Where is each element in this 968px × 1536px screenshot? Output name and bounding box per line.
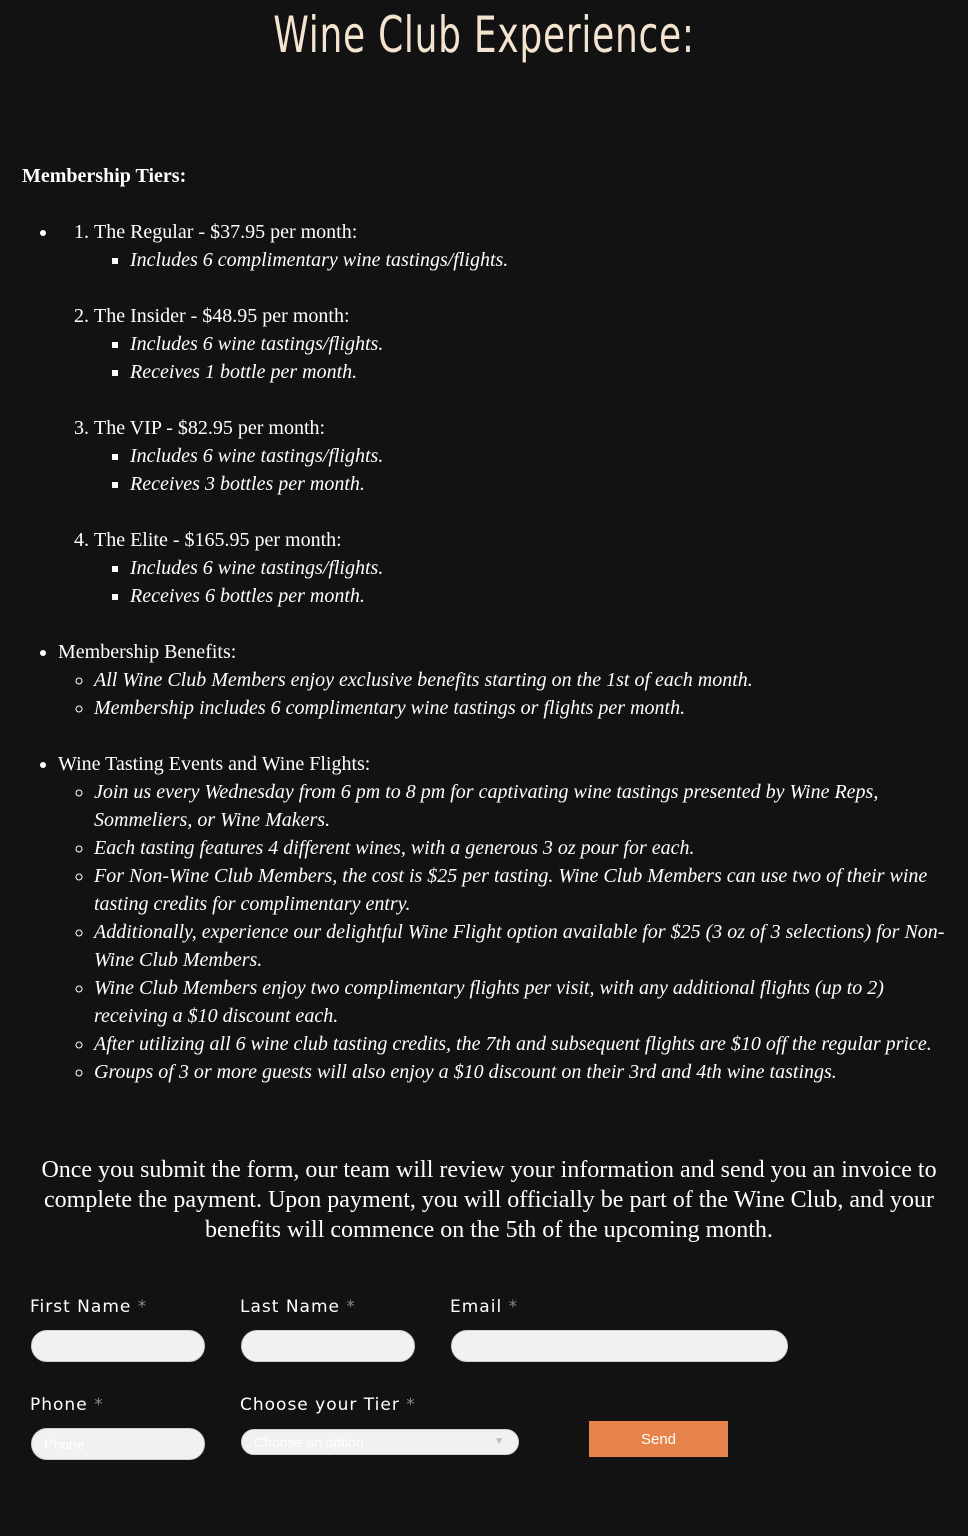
tier-benefit: ▪ Receives 6 bottles per month. <box>130 582 952 610</box>
tier-label: The Insider - $48.95 per month: <box>94 305 350 327</box>
tiers-heading: Membership Tiers: <box>22 165 187 187</box>
tier-item <box>94 414 952 498</box>
tier-label: The Elite - $165.95 per month: <box>94 529 342 551</box>
last-name-label <box>240 1297 356 1317</box>
events-heading: Wine Tasting Events and Wine Flights: <box>58 753 371 775</box>
first-name-label <box>30 1297 147 1317</box>
tier-item <box>94 526 952 610</box>
tier-label: The VIP - $82.95 per month: <box>94 417 326 439</box>
tier-benefit: ▪ Includes 6 wine tastings/flights. <box>130 330 952 358</box>
content <box>22 162 952 1114</box>
benefits-list <box>58 666 952 722</box>
info-list <box>22 218 952 1086</box>
tier-benefit: ▪ Includes 6 complimentary wine tastings/flights. <box>130 246 952 274</box>
required-mark: * <box>137 1297 148 1317</box>
chevron-down-icon: ▼ <box>494 1436 504 1447</box>
send-button[interactable]: Send <box>589 1421 728 1457</box>
tier-benefit: ▪ Includes 6 wine tastings/flights. <box>130 554 952 582</box>
events-list <box>58 778 952 1086</box>
required-mark: * <box>94 1395 104 1415</box>
benefits-list-item <box>58 638 952 722</box>
tier-benefit: ▪ Receives 1 bottle per month. <box>130 358 952 386</box>
benefit-item: ◦ Membership includes 6 complimentary wine tastings or flights per month. <box>94 694 952 722</box>
tier-benefits <box>94 442 952 498</box>
tier-item <box>94 302 952 386</box>
tier-select[interactable] <box>241 1429 519 1455</box>
required-mark: * <box>406 1395 416 1415</box>
required-mark: * <box>508 1297 519 1317</box>
tier-label <box>240 1395 416 1415</box>
events-list-item <box>58 750 952 1086</box>
event-item: ◦ Groups of 3 or more guests will also enjoy a $10 discount on their 3rd and 4th wine tastings. <box>94 1058 952 1086</box>
page-title: Wine Club Experience: <box>273 6 695 64</box>
tier-item <box>94 218 952 274</box>
event-item: ◦ After utilizing all 6 wine club tasting credits, the 7th and subsequent flights are $10 off the regular price. <box>94 1030 952 1058</box>
benefits-heading: Membership Benefits: <box>58 641 237 663</box>
event-item: ◦ Wine Club Members enjoy two complimentary flights per visit, with any additional flights (up to 2) receiving a $10 discount each. <box>94 974 952 1030</box>
tier-label-text: Choose your Tier <box>240 1395 400 1415</box>
benefit-item: ◦ All Wine Club Members enjoy exclusive benefits starting on the 1st of each month. <box>94 666 952 694</box>
phone-input[interactable] <box>31 1428 205 1460</box>
email-label <box>450 1297 518 1317</box>
tier-label: The Regular - $37.95 per month: <box>94 221 358 243</box>
event-item: ◦ Each tasting features 4 different wines, with a generous 3 oz pour for each. <box>94 834 952 862</box>
tier-benefits <box>94 330 952 386</box>
event-item: ◦ For Non-Wine Club Members, the cost is $25 per tasting. Wine Club Members can use two of their wine tasting credits for complimentary entry. <box>94 862 952 918</box>
first-name-label-text: First Name <box>30 1297 132 1317</box>
event-item: ◦ Join us every Wednesday from 6 pm to 8 pm for captivating wine tastings presented by Wine Reps, Sommeliers, or Wine Makers. <box>94 778 952 834</box>
required-mark: * <box>346 1297 356 1317</box>
last-name-label-text: Last Name <box>240 1297 340 1317</box>
tier-benefits <box>94 554 952 610</box>
phone-label <box>30 1395 104 1415</box>
tier-benefit: ▪ Receives 3 bottles per month. <box>130 470 952 498</box>
closing-paragraph: Once you submit the form, our team will review your information and send you an invoice to complete the payment. Upon payment, you will officially be part of the Wine Club, and your benefits will commence on the 5th of the upcoming month. <box>41 1157 937 1243</box>
last-name-input[interactable] <box>241 1330 415 1362</box>
tier-benefits <box>94 246 952 274</box>
first-name-input[interactable] <box>31 1330 205 1362</box>
tiers-list-item <box>58 218 952 610</box>
email-label-text: Email <box>450 1297 503 1317</box>
tier-benefit: ▪ Includes 6 wine tastings/flights. <box>130 442 952 470</box>
tier-select-value: Choose an option <box>254 1434 364 1450</box>
phone-label-text: Phone <box>30 1395 88 1415</box>
tiers-list <box>58 218 952 610</box>
email-input[interactable] <box>451 1330 788 1362</box>
event-item: ◦ Additionally, experience our delightful Wine Flight option available for $25 (3 oz of 3 selections) for Non-Wine Club Members. <box>94 918 952 974</box>
